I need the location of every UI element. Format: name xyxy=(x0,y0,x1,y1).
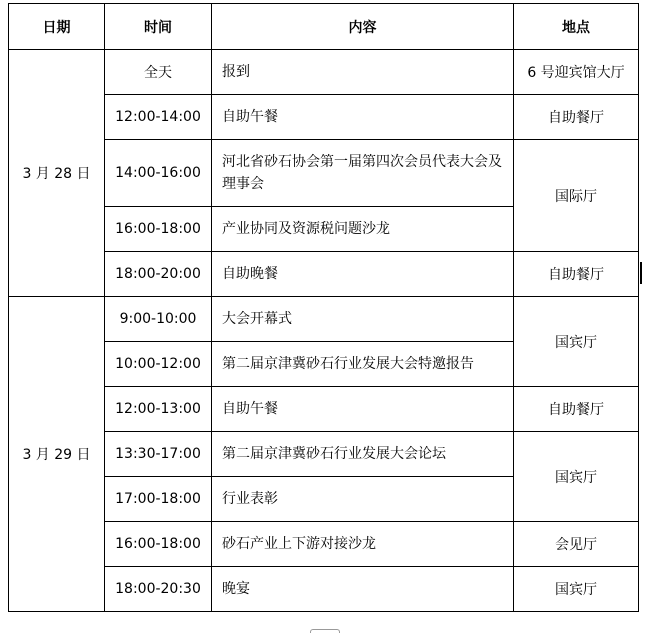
venue-cell: 国宾厅 xyxy=(514,432,639,522)
table-row xyxy=(9,297,639,342)
header-row xyxy=(9,4,639,50)
time-cell: 18:00-20:00 xyxy=(105,252,212,297)
content-cell: 自助午餐 xyxy=(212,387,514,432)
date-cell-day2: 3 月 29 日 xyxy=(9,297,105,612)
venue-cell: 国宾厅 xyxy=(514,297,639,387)
time-cell: 17:00-18:00 xyxy=(105,477,212,522)
schedule-table xyxy=(8,3,639,612)
time-cell: 12:00-14:00 xyxy=(105,95,212,140)
content-cell: 自助晚餐 xyxy=(212,252,514,297)
venue-cell: 国宾厅 xyxy=(514,567,639,612)
text-cursor xyxy=(640,262,642,284)
venue-cell: 自助餐厅 xyxy=(514,95,639,140)
content-cell: 自助午餐 xyxy=(212,95,514,140)
header-time: 时间 xyxy=(105,4,212,50)
header-content: 内容 xyxy=(212,4,514,50)
venue-cell: 自助餐厅 xyxy=(514,387,639,432)
content-cell: 报到 xyxy=(212,50,514,95)
venue-cell: 自助餐厅 xyxy=(514,252,639,297)
content-cell: 砂石产业上下游对接沙龙 xyxy=(212,522,514,567)
page-tab-handle xyxy=(310,629,340,633)
time-cell: 16:00-18:00 xyxy=(105,207,212,252)
content-cell: 第二届京津冀砂石行业发展大会特邀报告 xyxy=(212,342,514,387)
time-cell: 12:00-13:00 xyxy=(105,387,212,432)
content-cell: 河北省砂石协会第一届第四次会员代表大会及理事会 xyxy=(212,140,514,207)
date-cell-day1: 3 月 28 日 xyxy=(9,50,105,297)
time-cell: 18:00-20:30 xyxy=(105,567,212,612)
venue-cell: 会见厅 xyxy=(514,522,639,567)
content-cell: 晚宴 xyxy=(212,567,514,612)
venue-cell: 6 号迎宾馆大厅 xyxy=(514,50,639,95)
header-venue: 地点 xyxy=(514,4,639,50)
time-cell: 全天 xyxy=(105,50,212,95)
content-cell: 产业协同及资源税问题沙龙 xyxy=(212,207,514,252)
time-cell: 16:00-18:00 xyxy=(105,522,212,567)
content-cell: 第二届京津冀砂石行业发展大会论坛 xyxy=(212,432,514,477)
content-cell: 大会开幕式 xyxy=(212,297,514,342)
venue-cell: 国际厅 xyxy=(514,140,639,252)
header-date: 日期 xyxy=(9,4,105,50)
table-row xyxy=(9,50,639,95)
time-cell: 10:00-12:00 xyxy=(105,342,212,387)
time-cell: 13:30-17:00 xyxy=(105,432,212,477)
content-cell: 行业表彰 xyxy=(212,477,514,522)
time-cell: 9:00-10:00 xyxy=(105,297,212,342)
time-cell: 14:00-16:00 xyxy=(105,140,212,207)
